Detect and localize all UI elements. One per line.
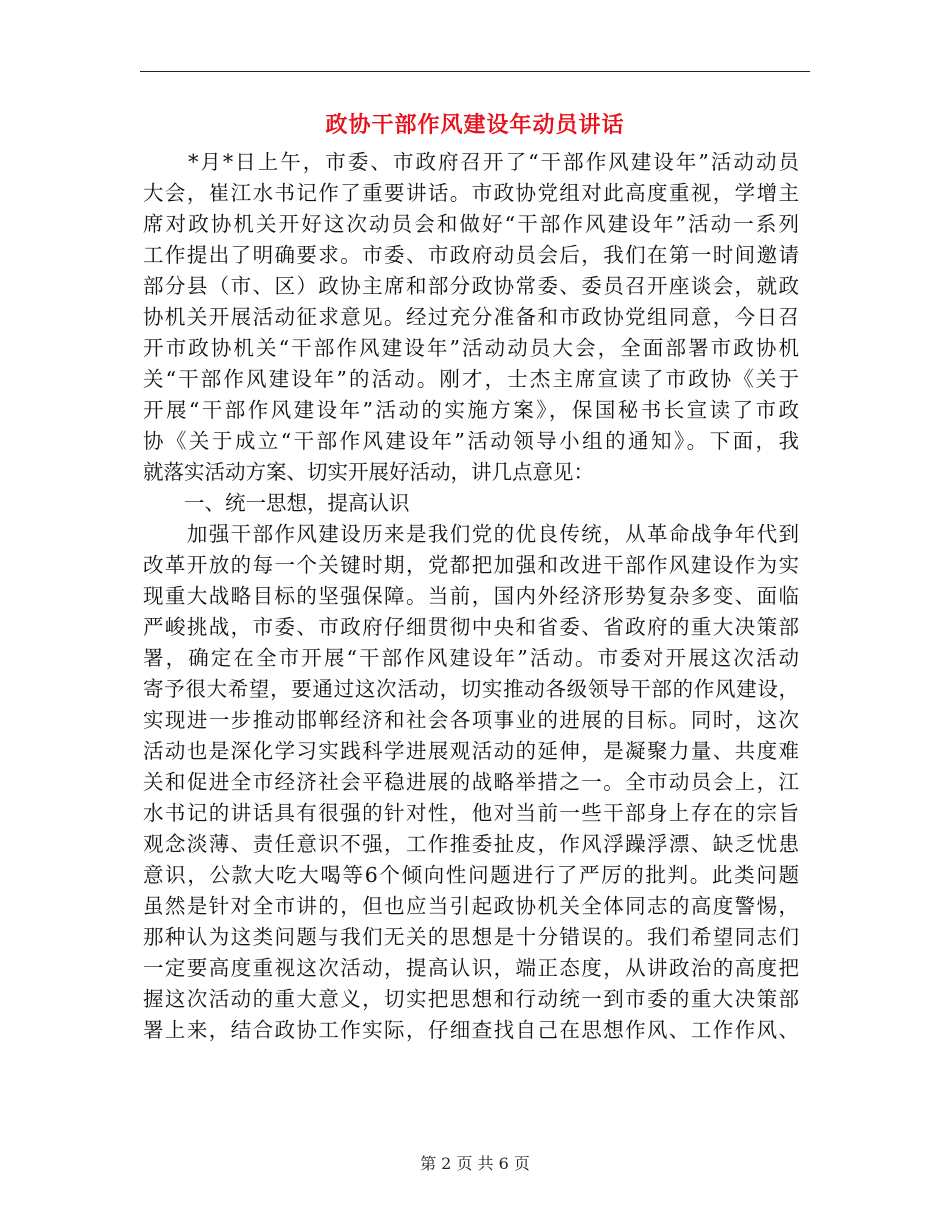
body-line: 署上来，结合政协工作实际，仔细查找自己在思想作风、工作作风、: [143, 1018, 799, 1042]
body-line: 现重大战略目标的坚强保障。当前，国内外经济形势复杂多变、面临: [143, 584, 799, 608]
body-line: 部分县（市、区）政协主席和部分政协常委、委员召开座谈会，就政: [143, 274, 799, 298]
body-line: 协机关开展活动征求意见。经过充分准备和市政协党组同意，今日召: [143, 305, 799, 329]
body-line: 署，确定在全市开展“干部作风建设年”活动。市委对开展这次活动: [143, 646, 799, 670]
body-line: 关“干部作风建设年”的活动。刚才，士杰主席宣读了市政协《关于: [143, 367, 799, 391]
body-line: 开市政协机关“干部作风建设年”活动动员大会，全面部署市政协机: [143, 336, 799, 360]
body-line: 实现进一步推动邯郸经济和社会各项事业的进展的目标。同时，这次: [143, 708, 799, 732]
body-line: 就落实活动方案、切实开展好活动，讲几点意见：: [143, 460, 594, 484]
body-line: 一定要高度重视这次活动，提高认识，端正态度，从讲政治的高度把: [143, 956, 799, 980]
body-line: 水书记的讲话具有很强的针对性，他对当前一些干部身上存在的宗旨: [143, 801, 799, 825]
body-line: 握这次活动的重大意义，切实把思想和行动统一到市委的重大决策部: [143, 987, 799, 1011]
body-line: 那种认为这类问题与我们无关的思想是十分错误的。我们希望同志们: [143, 925, 799, 949]
section-heading: 一、统一思想，提高认识: [143, 491, 410, 515]
body-line: 开展“干部作风建设年”活动的实施方案》，保国秘书长宣读了市政: [143, 398, 799, 422]
header-rule: [140, 71, 810, 72]
body-line: 关和促进全市经济社会平稳进展的战略举措之一。全市动员会上，江: [143, 770, 799, 794]
body-line: 加强干部作风建设历来是我们党的优良传统，从革命战争年代到: [143, 522, 799, 546]
body-line: 席对政协机关开好这次动员会和做好“干部作风建设年”活动一系列: [143, 212, 799, 236]
body-line: 工作提出了明确要求。市委、市政府动员会后，我们在第一时间邀请: [143, 243, 799, 267]
page-number: 第 2 页 共 6 页: [420, 1154, 530, 1173]
document-title: 政协干部作风建设年动员讲话: [325, 113, 625, 138]
body-line: 活动也是深化学习实践科学进展观活动的延伸，是凝聚力量、共度难: [143, 739, 799, 763]
document-body: [143, 147, 799, 1046]
body-line: 大会，崔江水书记作了重要讲话。市政协党组对此高度重视，学增主: [143, 181, 799, 205]
body-line: 虽然是针对全市讲的，但也应当引起政协机关全体同志的高度警惕，: [143, 894, 799, 918]
body-line: 协《关于成立“干部作风建设年”活动领导小组的通知》。下面，我: [143, 429, 799, 453]
body-line: 观念淡薄、责任意识不强，工作推委扯皮，作风浮躁浮漂、缺乏忧患: [143, 832, 799, 856]
body-line: 改革开放的每一个关键时期，党都把加强和改进干部作风建设作为实: [143, 553, 799, 577]
body-line: 寄予很大希望，要通过这次活动，切实推动各级领导干部的作风建设，: [143, 677, 799, 701]
body-line: *月*日上午，市委、市政府召开了“干部作风建设年”活动动员: [143, 150, 799, 174]
body-line: 严峻挑战，市委、市政府仔细贯彻中央和省委、省政府的重大决策部: [143, 615, 799, 639]
body-line: 意识，公款大吃大喝等6个倾向性问题进行了严厉的批判。此类问题: [143, 863, 799, 887]
